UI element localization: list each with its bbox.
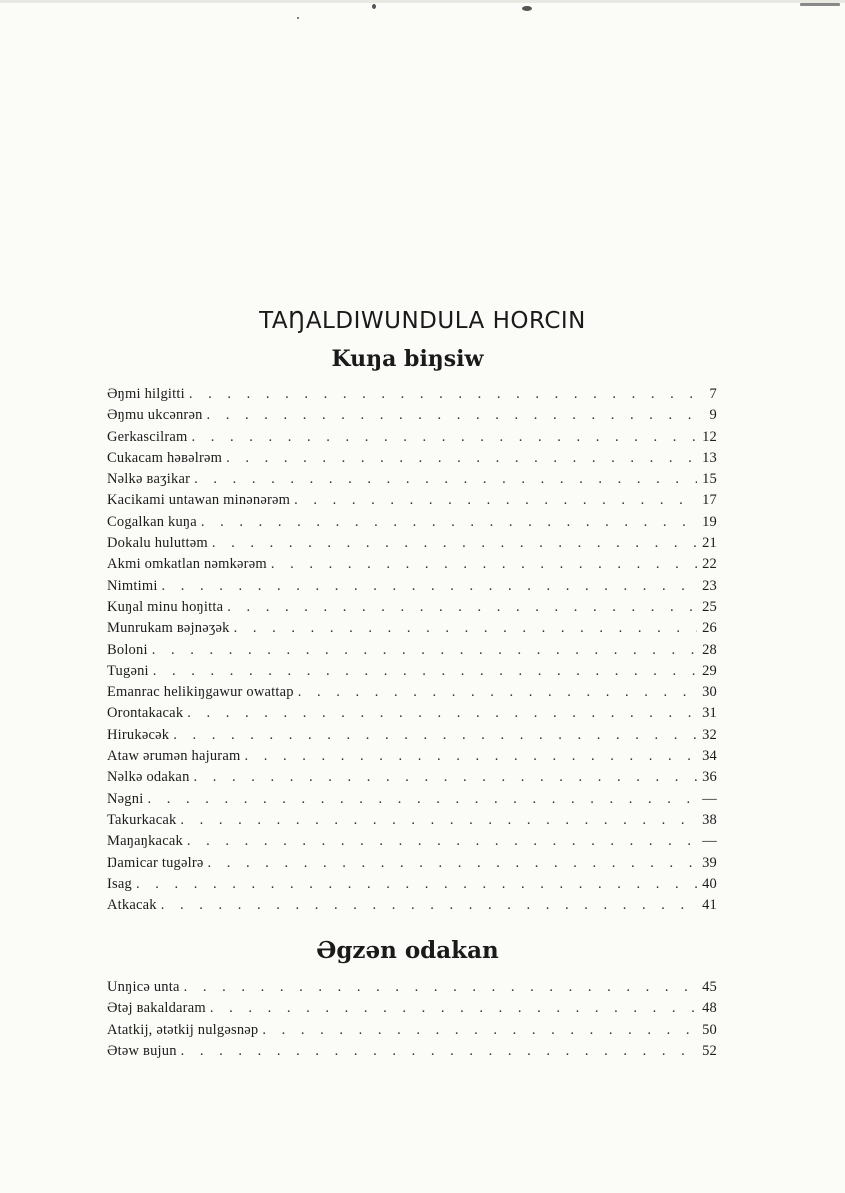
toc-entry-title: Orontakacak	[107, 705, 184, 722]
toc-entry	[107, 810, 717, 831]
section-title-kuna-binsiw: Kuŋa biŋsiw	[331, 346, 484, 372]
toc-entry-page: 45	[702, 979, 717, 995]
toc-entry-page: 9	[709, 407, 717, 424]
dot-leader	[184, 977, 697, 998]
toc-entry-page: 50	[702, 1021, 717, 1038]
toc-entry-page: 21	[702, 535, 717, 552]
toc-entry-title: Ataw ərumən hajuram	[107, 748, 241, 765]
toc-entry-title: Maŋaŋkacak	[107, 833, 183, 850]
dot-leader	[181, 1041, 697, 1062]
toc-entry-page: 48	[702, 1000, 717, 1017]
dot-leader	[180, 810, 697, 831]
toc-entry-title: Boloni	[107, 641, 148, 658]
toc-entry-page: 15	[702, 471, 717, 488]
toc-entry-page: 36	[702, 769, 717, 786]
page-title: TAŊALDIWUNDULA HORCIN	[259, 308, 586, 334]
toc-entry-title: Emanrac helikiŋgawur owattap	[107, 684, 294, 701]
toc-entry	[107, 746, 717, 767]
toc-entry-page: 26	[702, 620, 717, 637]
toc-entry-page: 39	[702, 854, 717, 871]
toc-entry	[107, 895, 717, 916]
toc-entry	[107, 767, 717, 788]
toc-entry-title: Gerkascilram	[107, 428, 188, 445]
toc-entry-page: —	[702, 833, 717, 850]
toc-entry-title: Əŋmu ukcənrən	[107, 407, 203, 424]
toc-entry-page: 38	[702, 811, 717, 828]
toc-entry-title: Isag	[107, 875, 132, 892]
toc-entry-page: 32	[702, 726, 717, 743]
page-top-edge	[0, 0, 845, 20]
toc-entry	[107, 831, 717, 852]
toc-entry-title: Atkacak	[107, 897, 157, 914]
dot-leader	[271, 554, 697, 575]
toc-entry-page: 30	[702, 684, 717, 701]
dot-leader	[147, 789, 697, 810]
toc-entry-page: 34	[702, 748, 717, 765]
toc-entry	[107, 448, 717, 469]
toc-entry-page: 28	[702, 641, 717, 658]
toc-entry-page: 22	[702, 556, 717, 573]
toc-entry	[107, 998, 717, 1019]
toc-entry	[107, 1041, 717, 1062]
toc-entry-page: 12	[702, 428, 717, 445]
toc-entry	[107, 597, 717, 618]
dot-leader	[212, 533, 697, 554]
toc-entry	[107, 682, 717, 703]
toc-entry-title: Nəlkə odakan	[107, 769, 190, 786]
toc-entry	[107, 618, 717, 639]
table-of-contents-section-2	[107, 977, 717, 1062]
toc-entry	[107, 789, 717, 810]
dot-leader	[136, 874, 697, 895]
toc-entry-page: 7	[709, 386, 717, 402]
dot-leader	[194, 469, 697, 490]
toc-entry	[107, 703, 717, 724]
toc-entry	[107, 725, 717, 746]
toc-entry	[107, 853, 717, 874]
toc-entry	[107, 405, 717, 426]
toc-entry	[107, 533, 717, 554]
toc-entry	[107, 640, 717, 661]
toc-entry	[107, 1020, 717, 1041]
toc-entry	[107, 554, 717, 575]
toc-entry-title: Əŋmi hilgitti	[107, 386, 185, 402]
toc-entry	[107, 977, 717, 998]
toc-entry-page: 31	[702, 705, 717, 722]
toc-entry-title: Tugəni	[107, 662, 149, 679]
toc-entry-page: 19	[702, 513, 717, 530]
dot-leader	[192, 427, 697, 448]
dot-leader	[153, 661, 697, 682]
toc-entry-title: Nəlkə ʙaʒikar	[107, 471, 191, 488]
toc-entry-page: 17	[702, 492, 717, 509]
toc-entry-page: 40	[702, 875, 717, 892]
dot-leader	[208, 853, 698, 874]
toc-entry-title: Kacikami untawan minənərəm	[107, 492, 291, 509]
toc-entry-page: 25	[702, 598, 717, 615]
dot-leader	[294, 490, 697, 511]
toc-entry-page: —	[702, 790, 717, 807]
toc-entry-title: Ŋamicar tugəlrə	[107, 854, 204, 871]
toc-entry	[107, 490, 717, 511]
toc-entry-title: Cukacam həʙəlrəm	[107, 449, 223, 466]
toc-entry	[107, 384, 717, 405]
toc-entry-title: Takurkacak	[107, 811, 177, 828]
toc-entry-page: 23	[702, 577, 717, 594]
dot-leader	[187, 703, 697, 724]
dot-leader	[162, 576, 697, 597]
toc-entry-title: Atatkij, ətətkij nulgəsnəp	[107, 1021, 259, 1038]
toc-entry-title: Ətəj ʙakaldaram	[107, 1000, 206, 1017]
dot-leader	[234, 618, 697, 639]
dot-leader	[244, 746, 697, 767]
toc-entry-title: Nəgni	[107, 790, 144, 807]
dot-leader	[298, 682, 697, 703]
toc-entry-page: 13	[702, 449, 717, 466]
toc-entry	[107, 576, 717, 597]
toc-entry-title: Kuŋal minu hoŋitta	[107, 598, 224, 615]
dot-leader	[194, 767, 697, 788]
toc-entry-page: 29	[702, 662, 717, 679]
toc-entry	[107, 427, 717, 448]
table-of-contents-section-1	[107, 384, 717, 916]
dot-leader	[152, 640, 697, 661]
dot-leader	[189, 384, 697, 405]
toc-entry-page: 52	[702, 1042, 717, 1059]
section-title-egzen-odakan: Əgzən odakan	[316, 937, 499, 964]
toc-entry-title: Cogalkan kuŋa	[107, 513, 197, 530]
toc-entry	[107, 661, 717, 682]
toc-entry-title: Dokalu huluttəm	[107, 535, 208, 552]
toc-entry	[107, 469, 717, 490]
dot-leader	[187, 831, 697, 852]
dot-leader	[173, 725, 697, 746]
toc-entry	[107, 512, 717, 533]
dot-leader	[201, 512, 697, 533]
dot-leader	[262, 1020, 697, 1041]
dot-leader	[207, 405, 697, 426]
toc-entry-title: Unŋicə unta	[107, 979, 180, 995]
toc-entry-title: Hirukəcək	[107, 726, 170, 743]
dot-leader	[226, 448, 697, 469]
toc-entry-title: Munrukam ʙəjnəʒək	[107, 620, 230, 637]
toc-entry-title: Akmi omkatlan nəmkərəm	[107, 556, 267, 573]
toc-entry-title: Ətəw ʙujun	[107, 1042, 177, 1059]
toc-entry-title: Nimtimi	[107, 577, 158, 594]
dot-leader	[227, 597, 697, 618]
dot-leader	[161, 895, 697, 916]
toc-entry-page: 41	[702, 897, 717, 914]
dot-leader	[210, 998, 697, 1019]
toc-entry	[107, 874, 717, 895]
